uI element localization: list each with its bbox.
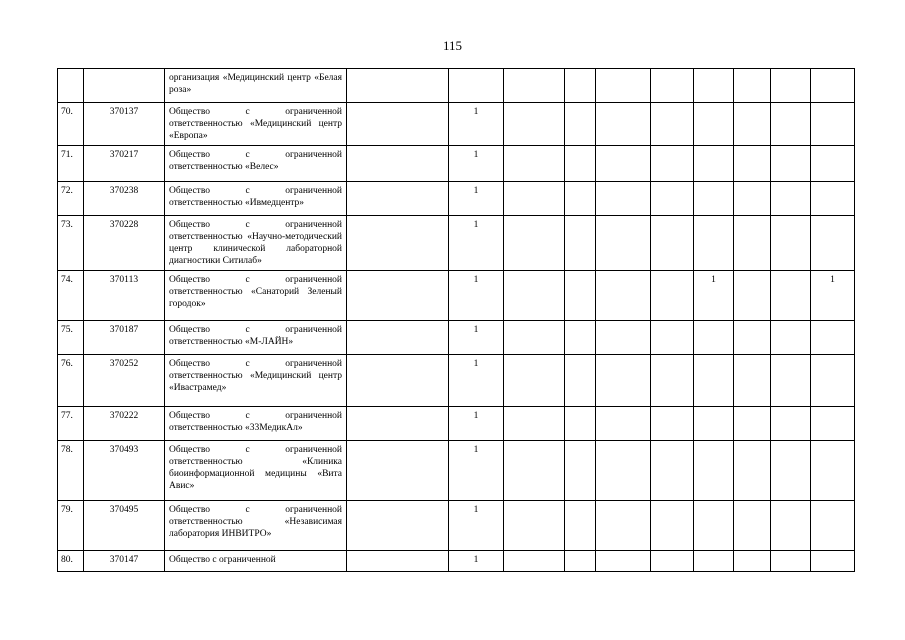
value-cell-col-7: 1 [694,271,734,321]
value-cell-col-9 [771,501,811,551]
value-cell-col-5 [596,551,651,572]
organization-name-cell: Общество с ограниченной ответственностью «Клиника биоинформационной медицины «Вита Авис» [165,441,347,501]
value-cell-col-10 [811,407,855,441]
value-cell-col-10 [811,182,855,216]
organization-name-cell: Общество с ограниченной ответственностью «М-ЛАЙН» [165,321,347,355]
value-cell-col-3 [504,271,565,321]
value-cell-col-4 [565,501,596,551]
value-cell-col-6 [651,551,694,572]
data-table [57,68,855,572]
value-cell-col-6 [651,146,694,182]
value-cell-col-1 [347,271,449,321]
registry-code-cell: 370495 [84,501,165,551]
value-cell-col-10: 1 [811,271,855,321]
value-cell-col-1 [347,216,449,271]
value-cell-col-4 [565,103,596,146]
row-number-cell: 74. [58,271,84,321]
value-cell-col-1 [347,407,449,441]
organization-name-cell: Общество с ограниченной ответственностью «Научно-методический центр клинической лабораторной диагностики Ситилаб» [165,216,347,271]
value-cell-col-3 [504,182,565,216]
value-cell-col-4 [565,355,596,407]
row-number-cell: 71. [58,146,84,182]
value-cell-col-7 [694,407,734,441]
value-cell-col-4 [565,407,596,441]
value-cell-col-1 [347,69,449,103]
value-cell-col-8 [734,321,771,355]
row-number-cell: 73. [58,216,84,271]
value-cell-col-9 [771,146,811,182]
value-cell-col-2: 1 [449,441,504,501]
value-cell-col-8 [734,103,771,146]
value-cell-col-3 [504,355,565,407]
value-cell-col-4 [565,182,596,216]
table-row [58,551,855,572]
value-cell-col-10 [811,321,855,355]
table-row [58,441,855,501]
value-cell-col-9 [771,69,811,103]
value-cell-col-9 [771,103,811,146]
table-row [58,69,855,103]
value-cell-col-7 [694,216,734,271]
organization-name-cell: Общество с ограниченной [165,551,347,572]
value-cell-col-8 [734,501,771,551]
value-cell-col-7 [694,501,734,551]
organization-name-cell: Общество с ограниченной ответственностью «Медицинский центр «Ивастрамед» [165,355,347,407]
value-cell-col-10 [811,355,855,407]
value-cell-col-9 [771,441,811,501]
row-number-cell: 77. [58,407,84,441]
value-cell-col-7 [694,103,734,146]
row-number-cell [58,69,84,103]
value-cell-col-3 [504,501,565,551]
row-number-cell: 80. [58,551,84,572]
value-cell-col-10 [811,216,855,271]
value-cell-col-1 [347,182,449,216]
value-cell-col-4 [565,551,596,572]
row-number-cell: 70. [58,103,84,146]
registry-code-cell: 370113 [84,271,165,321]
value-cell-col-6 [651,407,694,441]
registry-code-cell: 370252 [84,355,165,407]
value-cell-col-8 [734,551,771,572]
value-cell-col-2: 1 [449,216,504,271]
value-cell-col-1 [347,355,449,407]
organization-name-cell: Общество с ограниченной ответственностью «Ивмедцентр» [165,182,347,216]
value-cell-col-5 [596,321,651,355]
table-row [58,216,855,271]
registry-code-cell: 370187 [84,321,165,355]
row-number-cell: 78. [58,441,84,501]
value-cell-col-3 [504,551,565,572]
value-cell-col-5 [596,69,651,103]
table-row [58,103,855,146]
page-number: 115 [442,38,463,53]
organization-name-cell: Общество с ограниченной ответственностью «33МедикАл» [165,407,347,441]
value-cell-col-6 [651,216,694,271]
organization-name-cell: Общество с ограниченной ответственностью «Велес» [165,146,347,182]
value-cell-col-2: 1 [449,146,504,182]
value-cell-col-7 [694,355,734,407]
value-cell-col-9 [771,271,811,321]
value-cell-col-9 [771,321,811,355]
value-cell-col-6 [651,271,694,321]
value-cell-col-4 [565,321,596,355]
value-cell-col-7 [694,551,734,572]
row-number-cell: 79. [58,501,84,551]
registry-code-cell: 370222 [84,407,165,441]
organization-name-cell: Общество с ограниченной ответственностью «Независимая лаборатория ИНВИТРО» [165,501,347,551]
value-cell-col-8 [734,182,771,216]
value-cell-col-10 [811,103,855,146]
table-row [58,146,855,182]
value-cell-col-7 [694,321,734,355]
registry-code-cell: 370493 [84,441,165,501]
value-cell-col-10 [811,441,855,501]
value-cell-col-5 [596,182,651,216]
table-row [58,355,855,407]
table-row [58,182,855,216]
value-cell-col-6 [651,69,694,103]
value-cell-col-5 [596,103,651,146]
table-row [58,271,855,321]
value-cell-col-5 [596,146,651,182]
registry-code-cell [84,69,165,103]
organization-name-cell: Общество с ограниченной ответственностью «Медицинский центр «Европа» [165,103,347,146]
value-cell-col-9 [771,407,811,441]
value-cell-col-7 [694,182,734,216]
value-cell-col-10 [811,501,855,551]
value-cell-col-8 [734,441,771,501]
registry-code-cell: 370228 [84,216,165,271]
value-cell-col-2: 1 [449,501,504,551]
value-cell-col-3 [504,103,565,146]
value-cell-col-2: 1 [449,355,504,407]
value-cell-col-10 [811,69,855,103]
value-cell-col-10 [811,551,855,572]
value-cell-col-4 [565,216,596,271]
registry-code-cell: 370217 [84,146,165,182]
value-cell-col-1 [347,146,449,182]
value-cell-col-3 [504,407,565,441]
value-cell-col-2 [449,69,504,103]
value-cell-col-7 [694,146,734,182]
registry-code-cell: 370137 [84,103,165,146]
value-cell-col-6 [651,355,694,407]
value-cell-col-9 [771,355,811,407]
table-row [58,321,855,355]
table-row [58,501,855,551]
organization-name-cell: Общество с ограниченной ответственностью «Санаторий Зеленый городок» [165,271,347,321]
row-number-cell: 75. [58,321,84,355]
value-cell-col-7 [694,69,734,103]
value-cell-col-4 [565,69,596,103]
value-cell-col-5 [596,355,651,407]
value-cell-col-5 [596,501,651,551]
value-cell-col-7 [694,441,734,501]
value-cell-col-1 [347,551,449,572]
value-cell-col-5 [596,271,651,321]
value-cell-col-8 [734,407,771,441]
value-cell-col-2: 1 [449,271,504,321]
table-row [58,407,855,441]
value-cell-col-4 [565,271,596,321]
value-cell-col-6 [651,182,694,216]
value-cell-col-5 [596,407,651,441]
value-cell-col-8 [734,216,771,271]
value-cell-col-8 [734,69,771,103]
value-cell-col-5 [596,441,651,501]
value-cell-col-1 [347,441,449,501]
registry-code-cell: 370238 [84,182,165,216]
value-cell-col-2: 1 [449,182,504,216]
value-cell-col-9 [771,216,811,271]
registry-code-cell: 370147 [84,551,165,572]
value-cell-col-3 [504,69,565,103]
value-cell-col-2: 1 [449,103,504,146]
value-cell-col-6 [651,321,694,355]
value-cell-col-3 [504,146,565,182]
value-cell-col-5 [596,216,651,271]
value-cell-col-8 [734,271,771,321]
value-cell-col-9 [771,551,811,572]
value-cell-col-2: 1 [449,321,504,355]
organization-name-cell: организация «Медицинский центр «Белая роза» [165,69,347,103]
value-cell-col-3 [504,441,565,501]
value-cell-col-4 [565,146,596,182]
value-cell-col-3 [504,216,565,271]
value-cell-col-3 [504,321,565,355]
value-cell-col-8 [734,146,771,182]
value-cell-col-6 [651,501,694,551]
value-cell-col-1 [347,321,449,355]
value-cell-col-10 [811,146,855,182]
row-number-cell: 72. [58,182,84,216]
value-cell-col-9 [771,182,811,216]
value-cell-col-2: 1 [449,551,504,572]
value-cell-col-2: 1 [449,407,504,441]
value-cell-col-8 [734,355,771,407]
value-cell-col-1 [347,103,449,146]
value-cell-col-1 [347,501,449,551]
value-cell-col-6 [651,103,694,146]
value-cell-col-4 [565,441,596,501]
value-cell-col-6 [651,441,694,501]
row-number-cell: 76. [58,355,84,407]
